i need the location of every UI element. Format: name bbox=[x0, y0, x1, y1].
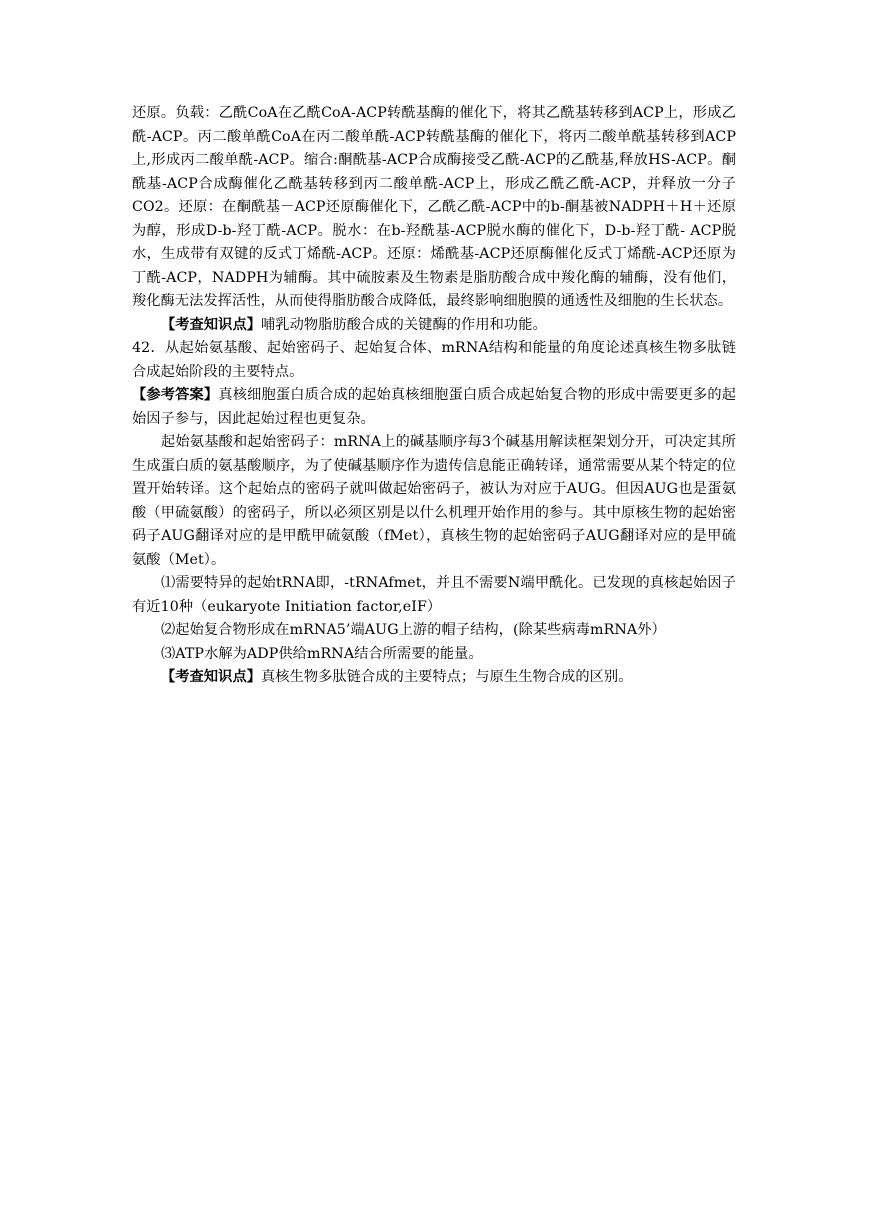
knowledge-point-text: 哺乳动物脂肪酸合成的关键酶的作用和功能。 bbox=[261, 316, 547, 333]
list-item-2: ⑵起始复合物形成在mRNA5’端AUG上游的帽子结构，(除某些病毒mRNA外） bbox=[161, 622, 666, 638]
paragraph-knowledge-point-2 bbox=[132, 666, 736, 690]
knowledge-point-label: 【考查知识点】 bbox=[161, 316, 262, 333]
question-42: 42．从起始氨基酸、起始密码子、起始复合体、mRNA结构和能量的角度论述真核生物多肽链合成起始阶段的主要特点。 bbox=[132, 340, 736, 380]
document-body bbox=[132, 102, 736, 690]
reference-answer-text: 真核细胞蛋白质合成的起始真核细胞蛋白质合成起始复合物的形成中需要更多的起始因子参与，因此起始过程也更复杂。 bbox=[132, 387, 736, 427]
reference-answer-label: 【参考答案】 bbox=[132, 387, 219, 403]
paragraph-start-codon: 起始氨基酸和起始密码子：mRNA上的碱基顺序每3个碱基用解读框架划分开，可决定其所生成蛋白质的氨基酸顺序，为了使碱基顺序作为遗传信息能正确转译，通常需要从某个特定的位置开始转译。这个起始点的密码子就叫做起始密码子，被认为对应于AUG。但因AUG也是蛋氨酸（甲硫氨酸）的密码子，所以必须区别是以什么机理开始作用的参与。其中原核生物的起始密码子AUG翻译对应的是甲酰甲硫氨酸（fMet），真核生物的起始密码子AUG翻译对应的是甲硫氨酸（Met）。 bbox=[132, 434, 736, 568]
list-item-3: ⑶ATP水解为ADP供给mRNA结合所需要的能量。 bbox=[161, 645, 483, 662]
knowledge-point-label: 【考查知识点】 bbox=[161, 669, 262, 685]
paragraph-knowledge-point-1 bbox=[132, 314, 736, 338]
paragraph-reference-answer bbox=[132, 384, 736, 431]
knowledge-point-text: 真核生物多肽链合成的主要特点；与原生生物合成的区别。 bbox=[261, 669, 633, 685]
paragraph-fatty-acid-synthesis: 还原。负载：乙酰CoA在乙酰CoA-ACP转酰基酶的催化下，将其乙酰基转移到ACP上，形成乙酰-ACP。丙二酸单酰CoA在丙二酸单酰-ACP转酰基酶的催化下，将丙二酸单酰基转移到ACP上,形成丙二酸单酰-ACP。缩合:酮酰基-ACP合成酶接受乙酰-ACP的乙酰基,释放HS-ACP。酮酰基-ACP合成酶催化乙酰基转移到丙二酸单酰-ACP上，形成乙酰乙酰-ACP，并释放一分子CO2。还原：在酮酰基－ACP还原酶催化下，乙酰乙酰-ACP中的b-酮基被NADPH＋H＋还原为醇，形成D-b-羟丁酰-ACP。脱水：在b-羟酰基-ACP脱水酶的催化下，D-b-羟丁酰- ACP脱水，生成带有双键的反式丁烯酰-ACP。还原：烯酰基-ACP还原酶催化反式丁烯酰-ACP还原为丁酰-ACP，NADPH为辅酶。其中硫胺素及生物素是脂肪酸合成中羧化酶的辅酶，没有他们，羧化酶无法发挥活性，从而使得脂肪酸合成降低，最终影响细胞膜的通透性及细胞的生长状态。 bbox=[132, 105, 736, 309]
list-item-1: ⑴需要特异的起始tRNA即，-tRNAfmet，并且不需要N端甲酰化。已发现的真核起始因子有近10种（eukaryote Initiation factor,eIF） bbox=[132, 575, 736, 615]
